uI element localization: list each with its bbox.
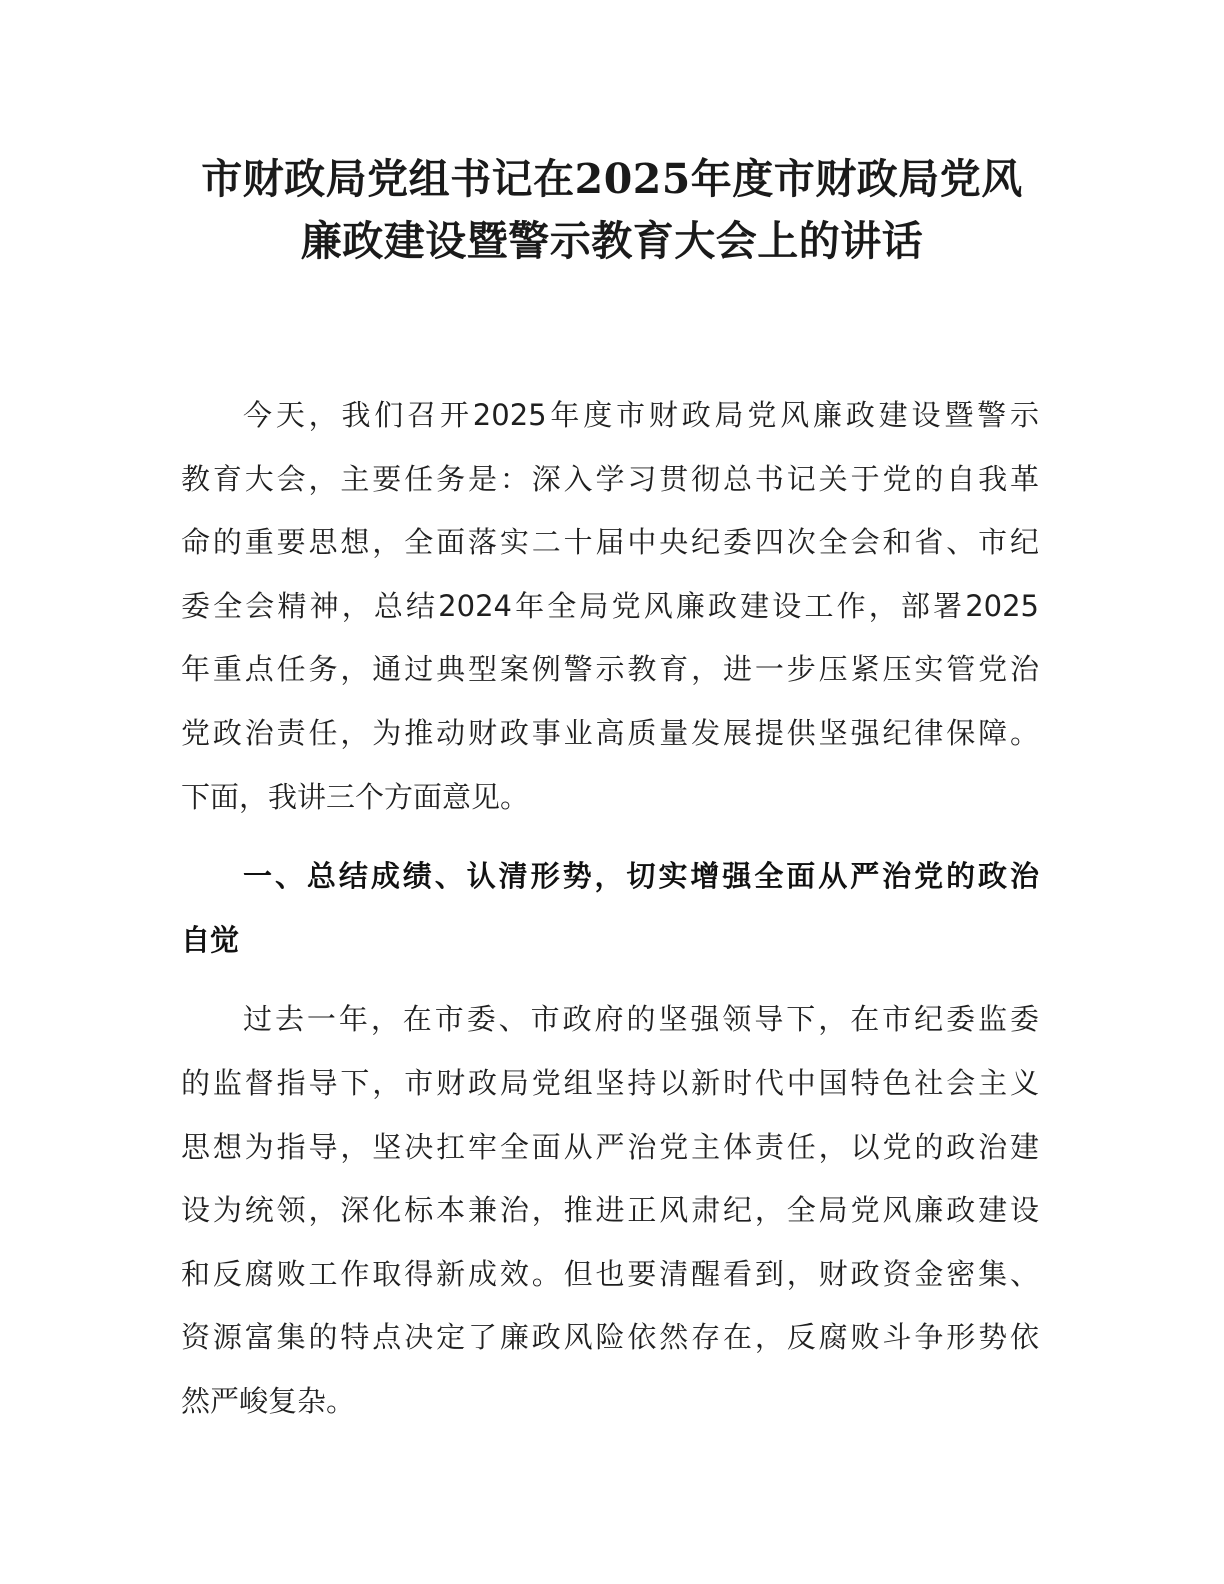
- paragraph-line: 下面，我讲三个方面意见。: [181, 779, 530, 814]
- paragraph-line: 思想为指导，坚决扛牢全面从严治党主体责任，以党的政治建: [181, 1129, 1039, 1164]
- document-title: [150, 148, 1074, 272]
- paragraph-line: 命的重要思想，全面落实二十届中央纪委四次全会和省、市纪: [181, 525, 1039, 560]
- heading-line: 自觉: [181, 922, 240, 957]
- section-heading-1: [181, 845, 1039, 972]
- paragraph-review: [181, 988, 1039, 1433]
- paragraph-line: 委全会精神，总结2024年全局党风廉政建设工作，部署2025: [181, 588, 1039, 623]
- paragraph-spacer: [181, 972, 1039, 988]
- paragraph-line: 的监督指导下，市财政局党组坚持以新时代中国特色社会主义: [181, 1065, 1039, 1100]
- title-line: 廉政建设暨警示教育大会上的讲话: [300, 217, 924, 265]
- title-line: 市财政局党组书记在2025年度市财政局党风: [201, 155, 1023, 203]
- paragraph-line: 过去一年，在市委、市政府的坚强领导下，在市纪委监委: [243, 1002, 1039, 1037]
- paragraph-line: 年重点任务，通过典型案例警示教育，进一步压紧压实管党治: [181, 652, 1039, 687]
- document-body: [181, 384, 1039, 1434]
- paragraph-line: 和反腐败工作取得新成效。但也要清醒看到，财政资金密集、: [181, 1256, 1039, 1291]
- paragraph-line: 设为统领，深化标本兼治，推进正风肃纪，全局党风廉政建设: [181, 1193, 1039, 1228]
- paragraph-line: 今天，我们召开2025年度市财政局党风廉政建设暨警示: [243, 398, 1039, 432]
- paragraph-spacer: [181, 829, 1039, 845]
- paragraph-line: 教育大会，主要任务是：深入学习贯彻总书记关于党的自我革: [181, 461, 1039, 496]
- paragraph-line: 党政治责任，为推动财政事业高质量发展提供坚强纪律保障。: [181, 715, 1039, 750]
- paragraph-intro: [181, 384, 1039, 829]
- heading-line: 一、总结成绩、认清形势，切实增强全面从严治党的政治: [243, 859, 1039, 894]
- paragraph-line: 资源富集的特点决定了廉政风险依然存在，反腐败斗争形势依: [181, 1320, 1039, 1355]
- paragraph-line: 然严峻复杂。: [181, 1383, 356, 1418]
